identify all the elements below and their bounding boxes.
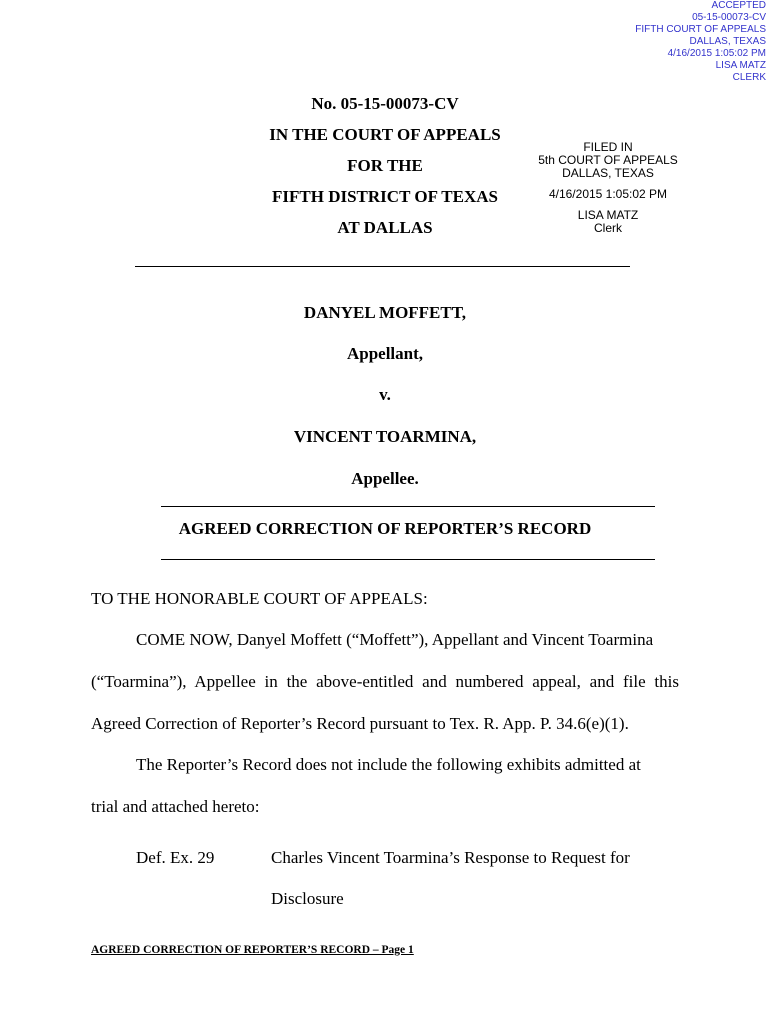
appellant-name: DANYEL MOFFETT,: [303, 303, 467, 322]
document-title: AGREED CORRECTION OF REPORTER’S RECORD: [178, 519, 592, 538]
exhibit-label: Def. Ex. 29: [136, 848, 215, 867]
filed-stamp-clerk-name: LISA MATZ: [577, 208, 639, 222]
salutation: TO THE HONORABLE COURT OF APPEALS:: [91, 589, 428, 608]
accepted-stamp-line: ACCEPTED: [711, 0, 766, 11]
accepted-stamp: [635, 0, 766, 84]
paragraph-2-line-2: trial and attached hereto:: [91, 797, 260, 816]
title-bottom-rule: [161, 559, 655, 560]
court-name-line-3: FIFTH DISTRICT OF TEXAS: [272, 187, 498, 206]
paragraph-1-line-2: (“Toarmina”), Appellee in the above-entitled and numbered appeal, and file this: [91, 672, 679, 691]
filed-stamp-line: DALLAS, TEXAS: [562, 166, 654, 180]
exhibit-description-line-1: Charles Vincent Toarmina’s Response to Request for: [271, 848, 630, 867]
filed-stamp-clerk-title: Clerk: [593, 221, 622, 235]
paragraph-1-line-3: Agreed Correction of Reporter’s Record pursuant to Tex. R. App. P. 34.6(e)(1).: [91, 714, 629, 733]
page-footer: AGREED CORRECTION OF REPORTER’S RECORD – Page 1: [91, 944, 414, 956]
paragraph-1-line-1: COME NOW, Danyel Moffett (“Moffett”), Appellant and Vincent Toarmina: [136, 630, 654, 649]
filed-stamp-line: 5th COURT OF APPEALS: [538, 153, 678, 167]
appellee-name: VINCENT TOARMINA,: [293, 427, 477, 446]
case-number: No. 05-15-00073-CV: [311, 94, 459, 113]
court-name-line-4: AT DALLAS: [337, 218, 433, 237]
appellant-role: Appellant,: [346, 344, 424, 363]
court-name-line-2: FOR THE: [347, 156, 423, 175]
paragraph-2-line-1: The Reporter’s Record does not include the following exhibits admitted at: [136, 755, 641, 774]
title-top-rule: [161, 506, 655, 507]
exhibit-description-line-2: Disclosure: [271, 889, 344, 908]
versus: v.: [379, 385, 391, 404]
filed-stamp-line: FILED IN: [583, 140, 633, 154]
filed-stamp-date: 4/16/2015 1:05:02 PM: [548, 187, 668, 201]
accepted-stamp-line: CLERK: [732, 72, 766, 83]
court-name-line-1: IN THE COURT OF APPEALS: [269, 125, 501, 144]
caption-divider: [135, 266, 630, 267]
accepted-stamp-line: DALLAS, TEXAS: [689, 36, 766, 47]
appellee-role: Appellee.: [351, 469, 419, 488]
accepted-stamp-line: LISA MATZ: [715, 60, 766, 71]
accepted-stamp-line: 05-15-00073-CV: [692, 12, 766, 23]
accepted-stamp-line: FIFTH COURT OF APPEALS: [635, 24, 766, 35]
accepted-stamp-line: 4/16/2015 1:05:02 PM: [667, 48, 766, 59]
